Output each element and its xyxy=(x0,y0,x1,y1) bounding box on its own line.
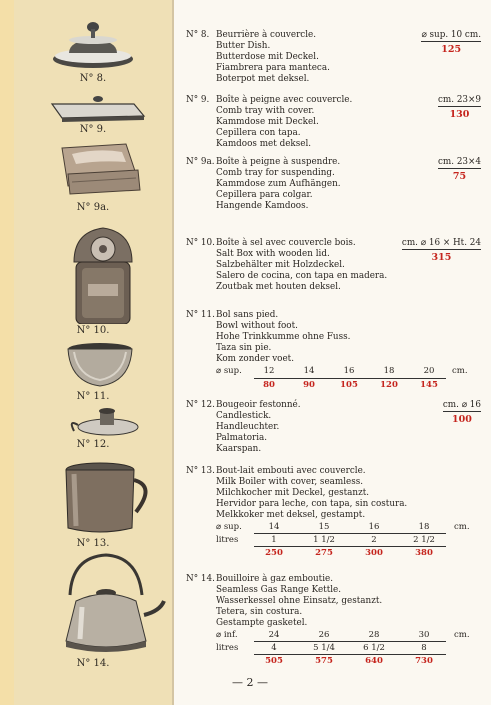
description-nl: Zoutbak met houten deksel. xyxy=(216,282,341,292)
entry-9 xyxy=(186,95,481,155)
litres-cell: 5 1/4 xyxy=(313,643,335,653)
description-es: Palmatoria. xyxy=(216,433,268,443)
size-cell: 18 xyxy=(418,522,430,532)
figure-12 xyxy=(14,405,172,455)
description-de: Butterdose mit Deckel. xyxy=(216,52,319,62)
size-cell: 16 xyxy=(343,366,355,376)
price: 75 xyxy=(452,171,467,182)
entry-9a xyxy=(186,157,481,217)
description-es: Cepillera para colgar. xyxy=(216,190,313,200)
figure-11 xyxy=(14,342,172,404)
description-de: Wasserkessel ohne Einsatz, gestanzt. xyxy=(216,596,383,606)
description-de: Salzbehälter mit Holzdeckel. xyxy=(216,260,345,270)
table-rule xyxy=(254,641,446,642)
milk-boiler-illustration xyxy=(14,460,172,536)
size-unit: cm. xyxy=(452,366,468,376)
description-nl: Boterpot met deksel. xyxy=(216,74,310,84)
candlestick-illustration xyxy=(14,405,172,439)
price: 275 xyxy=(315,548,333,558)
price: 90 xyxy=(303,380,315,390)
description-fr: Bouilloire à gaz emboutie. xyxy=(216,574,334,584)
price: 300 xyxy=(365,548,383,558)
description-es: Tetera, sin costura. xyxy=(216,607,303,617)
description-de: Kammdose zum Aufhängen. xyxy=(216,179,341,189)
description-de: Hohe Trinkkumme ohne Fuss. xyxy=(216,332,351,342)
entry-12 xyxy=(186,400,481,460)
figure-label: N° 12. xyxy=(76,439,110,450)
figure-8 xyxy=(14,15,172,90)
item-number: N° 12. xyxy=(186,400,215,410)
price: 250 xyxy=(265,548,283,558)
size-spec: cm. 23×4 xyxy=(437,157,481,167)
figure-9a xyxy=(14,140,172,215)
description-nl: Kaarspan. xyxy=(216,444,262,454)
litres-cell: 1 1/2 xyxy=(313,535,335,545)
price: 315 xyxy=(431,252,452,263)
price: 125 xyxy=(441,44,462,55)
item-number: N° 9a. xyxy=(186,157,215,167)
litres-cell: 6 1/2 xyxy=(363,643,385,653)
description-en: Butter Dish. xyxy=(216,41,271,51)
description-es: Cepillera con tapa. xyxy=(216,128,301,138)
table-rule xyxy=(254,546,446,547)
entry-8 xyxy=(186,30,481,90)
entry-11 xyxy=(186,310,481,390)
figure-label: N° 11. xyxy=(76,391,110,402)
litres-label: litres xyxy=(216,535,239,545)
page-number: — 2 — xyxy=(232,676,268,689)
description-es: Salero de cocina, con tapa en madera. xyxy=(216,271,388,281)
description-fr: Beurrière à couvercle. xyxy=(216,30,317,40)
size-cell: 30 xyxy=(418,630,430,640)
comb-tray-illustration xyxy=(14,90,172,126)
description-de: Milchkocher mit Deckel, gestanzt. xyxy=(216,488,370,498)
litres-cell: 8 xyxy=(421,643,427,653)
figure-13 xyxy=(14,460,172,555)
size-cell: 12 xyxy=(263,366,275,376)
description-fr: Bol sans pied. xyxy=(216,310,279,320)
size-cell: 26 xyxy=(318,630,330,640)
size-cell: 28 xyxy=(368,630,380,640)
hanging-comb-tray-illustration xyxy=(14,140,172,200)
size-price-table xyxy=(216,366,481,390)
figure-9 xyxy=(14,90,172,138)
litres-label: litres xyxy=(216,643,239,653)
description-fr: Bout-lait embouti avec couvercle. xyxy=(216,466,366,476)
figure-label: N° 9a. xyxy=(76,202,110,213)
description-nl: Gestampte gasketel. xyxy=(216,618,308,628)
size-unit: cm. xyxy=(454,522,470,532)
size-price-table xyxy=(216,630,481,668)
item-number: N° 9. xyxy=(186,95,210,105)
entry-10 xyxy=(186,238,481,298)
butter-dish-illustration xyxy=(14,15,172,77)
description-en: Seamless Gas Range Kettle. xyxy=(216,585,342,595)
page-edge-strip xyxy=(0,0,14,705)
price: 100 xyxy=(452,414,472,425)
size-label: ⌀ sup. xyxy=(216,522,242,532)
description-es: Taza sin pie. xyxy=(216,343,272,353)
size-cell: 20 xyxy=(423,366,435,376)
description-en: Comb tray with cover. xyxy=(216,106,315,116)
price: 505 xyxy=(265,656,283,666)
figure-14 xyxy=(14,553,172,673)
table-rule xyxy=(254,654,446,655)
entry-14 xyxy=(186,574,481,674)
size-label: ⌀ sup. xyxy=(216,366,242,376)
figure-label: N° 8. xyxy=(79,73,107,84)
size-cell: 16 xyxy=(368,522,380,532)
item-number: N° 14. xyxy=(186,574,215,584)
price: 145 xyxy=(420,380,438,390)
description-en: Milk Boiler with cover, seamless. xyxy=(216,477,364,487)
price: 730 xyxy=(415,656,433,666)
bowl-illustration xyxy=(14,342,172,390)
description-en: Candlestick. xyxy=(216,411,272,421)
size-price-table xyxy=(216,522,481,560)
figure-label: N° 9. xyxy=(79,124,107,135)
size-spec: cm. ⌀ 16 × Ht. 24 xyxy=(401,238,481,248)
price: 640 xyxy=(365,656,383,666)
size-cell: 18 xyxy=(383,366,395,376)
description-en: Bowl without foot. xyxy=(216,321,298,331)
price: 575 xyxy=(315,656,333,666)
figure-10 xyxy=(14,222,172,337)
size-cell: 14 xyxy=(268,522,280,532)
description-de: Kammdose mit Deckel. xyxy=(216,117,319,127)
price: 105 xyxy=(340,380,358,390)
item-number: N° 11. xyxy=(186,310,215,320)
size-label: ⌀ inf. xyxy=(216,630,238,640)
description-fr: Bougeoir festonné. xyxy=(216,400,301,410)
description-fr: Boîte à peigne à suspendre. xyxy=(216,157,341,167)
kettle-illustration xyxy=(14,553,172,655)
size-spec: cm. ⌀ 16 xyxy=(442,400,481,410)
description-nl: Hangende Kamdoos. xyxy=(216,201,309,211)
description-es: Fiambrera para manteca. xyxy=(216,63,330,73)
size-cell: 15 xyxy=(318,522,330,532)
salt-box-illustration xyxy=(14,222,172,324)
description-es: Hervidor para leche, con tapa, sin costura. xyxy=(216,499,408,509)
litres-cell: 4 xyxy=(271,643,277,653)
figure-label: N° 14. xyxy=(76,658,110,669)
litres-cell: 2 1/2 xyxy=(413,535,435,545)
description-en: Salt Box with wooden lid. xyxy=(216,249,330,259)
description-de: Handleuchter. xyxy=(216,422,280,432)
table-rule xyxy=(254,378,446,379)
size-spec: ⌀ sup. 10 cm. xyxy=(421,30,481,40)
litres-cell: 2 xyxy=(371,535,377,545)
litres-cell: 1 xyxy=(271,535,277,545)
price: 80 xyxy=(263,380,275,390)
entry-13 xyxy=(186,466,481,566)
size-spec: cm. 23×9 xyxy=(437,95,481,105)
item-number: N° 8. xyxy=(186,30,210,40)
item-number: N° 13. xyxy=(186,466,215,476)
figure-label: N° 13. xyxy=(76,538,110,549)
table-rule xyxy=(254,533,446,534)
price: 380 xyxy=(415,548,433,558)
size-unit: cm. xyxy=(454,630,470,640)
price: 120 xyxy=(380,380,398,390)
description-fr: Boîte à sel avec couvercle bois. xyxy=(216,238,356,248)
description-fr: Boîte à peigne avec couvercle. xyxy=(216,95,353,105)
description-en: Comb tray for suspending. xyxy=(216,168,335,178)
size-cell: 24 xyxy=(268,630,280,640)
price: 130 xyxy=(449,109,470,120)
description-nl: Kamdoos met deksel. xyxy=(216,139,312,149)
figure-label: N° 10. xyxy=(76,325,110,336)
column-divider xyxy=(172,0,174,705)
description-nl: Melkkoker met deksel, gestampt. xyxy=(216,510,366,520)
size-cell: 14 xyxy=(303,366,315,376)
item-number: N° 10. xyxy=(186,238,215,248)
description-nl: Kom zonder voet. xyxy=(216,354,295,364)
